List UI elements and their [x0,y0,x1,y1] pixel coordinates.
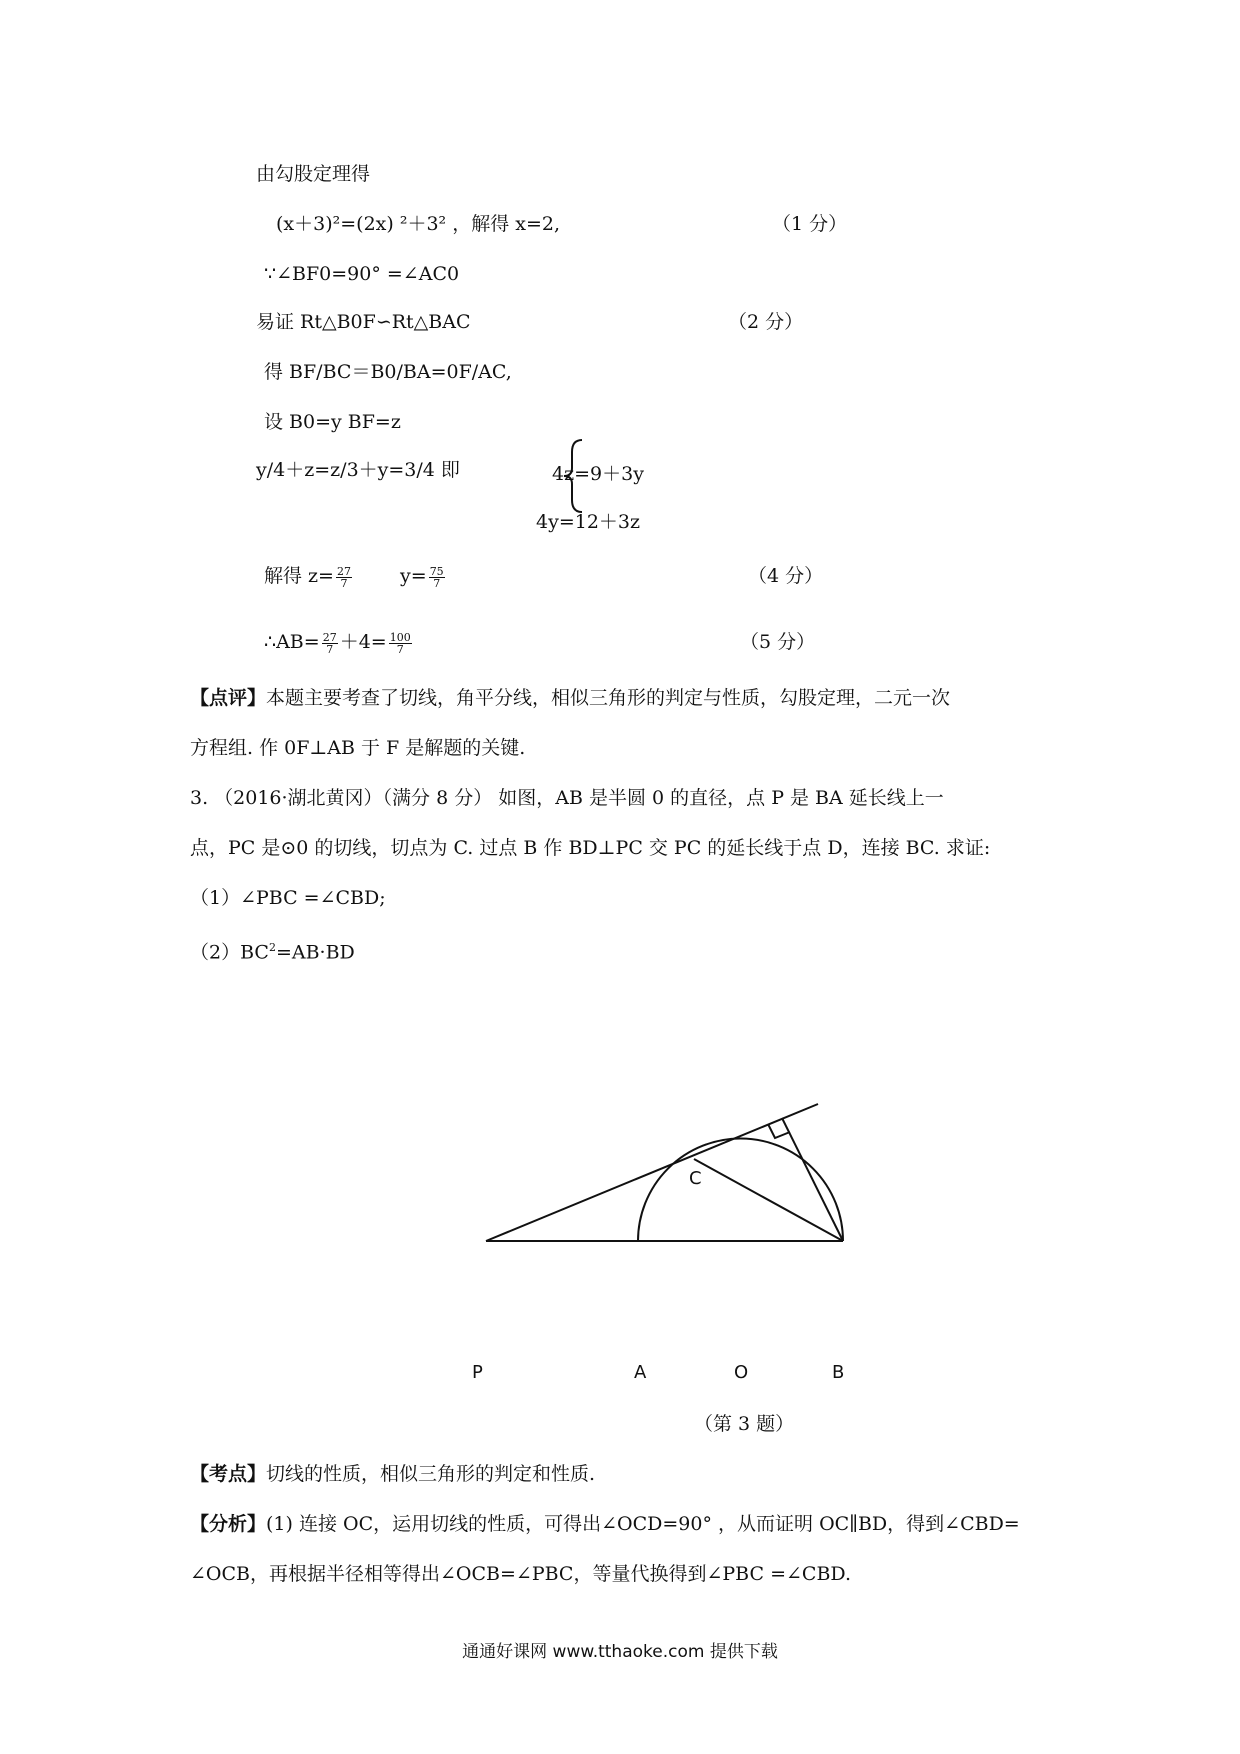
equation-2: 4y=12＋3z [536,511,641,533]
fraction-ab-2: $\frac{100}{7}$ [389,630,411,656]
fraction-y: $\frac{75}{7}$ [429,564,444,590]
equation-brace [564,440,582,512]
analysis-line-1 [190,1512,1020,1536]
label-a: A [634,1362,647,1383]
key-points-tag: 【考点】 [190,1463,267,1485]
page-footer: 通通好课网 www.tthaoke.com 提供下载 [462,1642,778,1662]
score-4: （5 分） [740,631,816,653]
score-3: （4 分） [748,565,824,587]
fraction-ab-1: $\frac{27}{7}$ [322,630,337,656]
key-points [190,1462,595,1486]
equation-1: 4z=9＋3y [552,463,644,485]
key-points-text: 切线的性质，相似三角形的判定和性质. [266,1463,596,1485]
solve-y-label: y= [400,565,427,587]
comment-line-2: 方程组. 作 0F⊥AB 于 F 是解题的关键. [190,737,526,759]
comment-text-1: 本题主要考查了切线，角平分线，相似三角形的判定与性质，勾股定理，二元一次 [266,687,951,709]
line-bd [782,1118,843,1241]
label-p: P [472,1362,483,1383]
label-c: C [689,1168,702,1189]
solution-line-2: (x＋3)²=(2x) ²＋3² ，解得 x=2, [276,213,560,235]
ab-mid: ＋4= [339,631,387,653]
solution-line-6: 设 B0=y BF=z [264,411,401,433]
label-o: O [734,1362,749,1383]
solution-line-4: 易证 Rt△B0F∽Rt△BAC [256,311,471,333]
analysis-line-2: ∠OCB，再根据半径相等得出∠OCB=∠PBC，等量代换得到∠PBC =∠CBD. [190,1563,852,1585]
solution-line-3: ∵∠BF0=90° =∠AC0 [264,263,460,285]
problem-line-2: 点，PC 是⊙0 的切线，切点为 C. 过点 B 作 BD⊥PC 交 PC 的延长线于点 D，连接 BC. 求证: [190,837,991,859]
solution-line-1: 由勾股定理得 [256,163,371,185]
analysis-text-1: (1) 连接 OC，运用切线的性质，可得出∠OCD=90° ，从而证明 OC∥BD，得到∠CBD= [266,1513,1020,1535]
line-bc [694,1159,843,1241]
solution-line-5: 得 BF/BC＝B0/BA=0F/AC, [264,361,512,383]
fraction-z: $\frac{27}{7}$ [336,564,351,590]
ab-prefix: ∴AB= [264,631,320,653]
label-b: B [832,1362,845,1383]
problem-question-2: $(2)BC^2=AB\cdot BD$ [190,941,355,964]
solution-line-7: y/4＋z=z/3＋y=3/4 即 [256,459,460,481]
problem-question-1: （1）∠PBC =∠CBD; [190,887,386,909]
analysis-tag: 【分析】 [190,1513,267,1535]
figure-caption: （第 3 题） [694,1413,795,1435]
problem-line-1: 3. （2016·湖北黄冈）（满分 8 分） 如图，AB 是半圆 0 的直径，点 P 是 BA 延长线上一 [190,787,944,809]
score-1: （1 分） [772,213,848,235]
comment-tag: 【点评】 [190,687,267,709]
semicircle [638,1139,843,1242]
score-2: （2 分） [728,311,804,333]
solve-prefix: 解得 z= [264,565,334,587]
